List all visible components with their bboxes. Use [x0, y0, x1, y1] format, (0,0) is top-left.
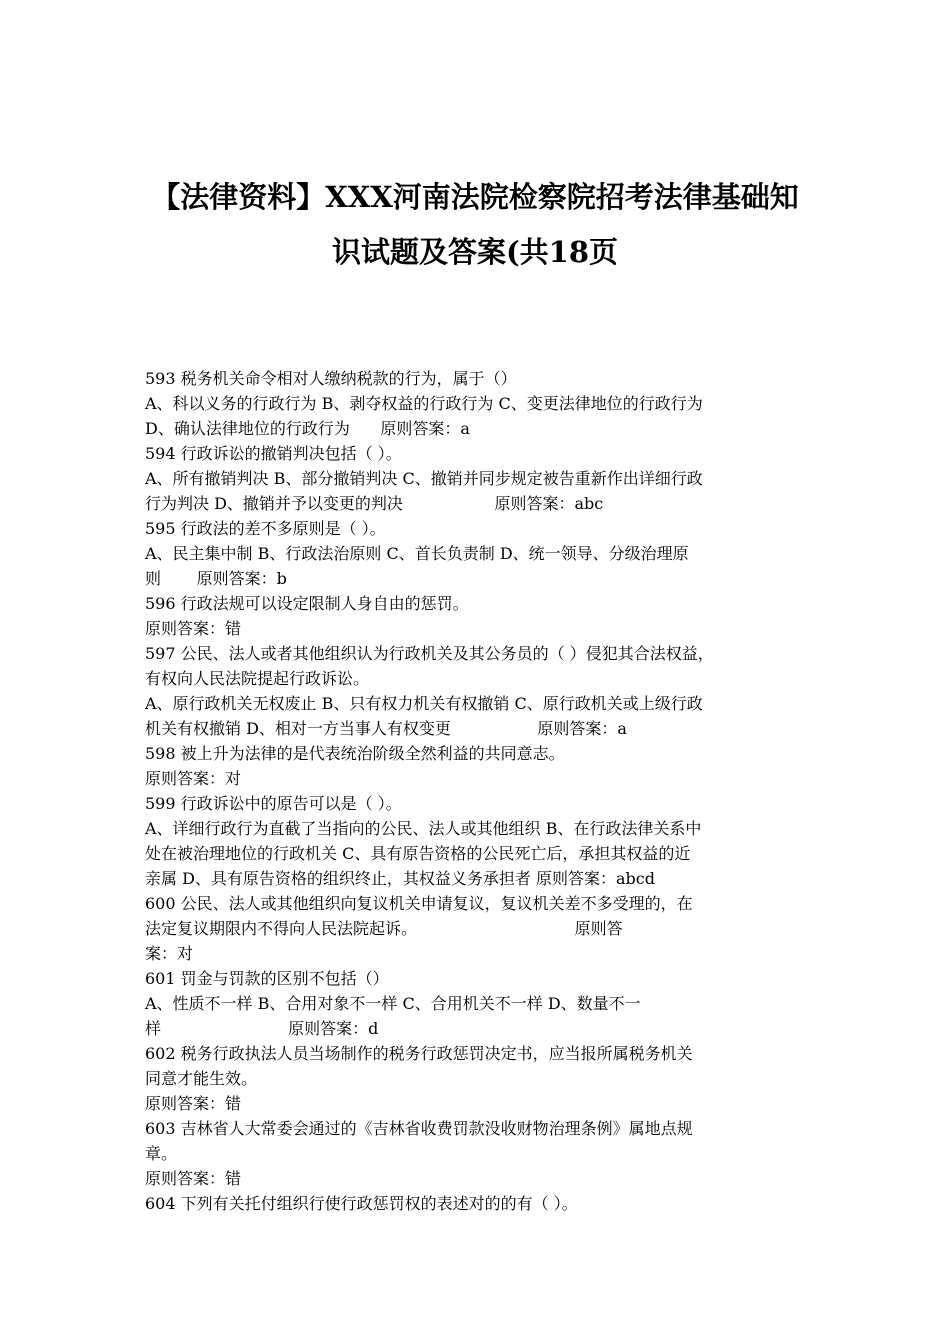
- text-line: 603 吉林省人大常委会通过的《吉林省收费罚款没收财物治理条例》属地点规: [145, 1119, 693, 1138]
- text-line: 行为判决 D、撤销并予以变更的判决 原则答案：abc: [145, 494, 604, 513]
- text-line: 样 原则答案：d: [145, 1019, 379, 1038]
- text-line: 596 行政法规可以设定限制人身自由的惩罚。: [145, 594, 469, 613]
- text-line: 602 税务行政执法人员当场制作的税务行政惩罚决定书，应当报所属税务机关: [145, 1044, 693, 1063]
- text-line: 法定复议期限内不得向人民法院起诉。 原则答: [145, 919, 623, 938]
- title-line: 【法律资料】XXX河南法院检察院招考法律基础知: [151, 180, 799, 214]
- text-line: 亲属 D、具有原告资格的组织终止，其权益义务承担者 原则答案：abcd: [145, 869, 655, 888]
- text-line: 599 行政诉讼中的原告可以是（ ）。: [145, 794, 402, 813]
- text-line: A、详细行政行为直截了当指向的公民、法人或其他组织 B、在行政法律关系中: [145, 819, 702, 838]
- text-line: 594 行政诉讼的撤销判决包括（ ）。: [145, 444, 402, 463]
- title-line: 识试题及答案(共18页: [331, 235, 619, 269]
- text-line: 原则答案：对: [145, 769, 242, 788]
- text-line: 597 公民、法人或者其他组织认为行政机关及其公务员的（ ）侵犯其合法权益，: [145, 644, 714, 663]
- text-line: A、原行政机关无权废止 B、只有权力机关有权撤销 C、原行政机关或上级行政: [145, 694, 703, 713]
- text-line: 600 公民、法人或其他组织向复议机关申请复议，复议机关差不多受理的，在: [145, 894, 693, 913]
- text-line: 595 行政法的差不多原则是（ ）。: [145, 519, 386, 538]
- text-line: 593 税务机关命令相对人缴纳税款的行为，属于（）: [145, 369, 517, 388]
- text-line: 原则答案：错: [145, 1094, 242, 1113]
- text-line: 处在被治理地位的行政机关 C、具有原告资格的公民死亡后，承担其权益的近: [145, 844, 691, 863]
- document-title: [120, 170, 830, 280]
- text-line: 同意才能生效。: [145, 1069, 258, 1088]
- document-body: [145, 366, 825, 1216]
- text-line: 则 原则答案：b: [145, 569, 287, 588]
- text-line: 原则答案：错: [145, 1169, 242, 1188]
- text-line: D、确认法律地位的行政行为 原则答案：a: [145, 419, 470, 438]
- text-line: 案：对: [145, 944, 194, 963]
- text-line: 601 罚金与罚款的区别不包括（）: [145, 969, 389, 988]
- text-line: A、性质不一样 B、合用对象不一样 C、合用机关不一样 D、数量不一: [145, 994, 641, 1013]
- text-line: 机关有权撤销 D、相对一方当事人有权变更 原则答案：a: [145, 719, 627, 738]
- text-line: 604 下列有关托付组织行使行政惩罚权的表述对的的有（ ）。: [145, 1194, 578, 1213]
- text-line: A、科以义务的行政行为 B、剥夺权益的行政行为 C、变更法律地位的行政行为: [145, 394, 703, 413]
- text-line: 章。: [145, 1144, 178, 1163]
- text-line: A、民主集中制 B、行政法治原则 C、首长负责制 D、统一领导、分级治理原: [145, 544, 689, 563]
- text-line: 598 被上升为法律的是代表统治阶级全然利益的共同意志。: [145, 744, 565, 763]
- text-line: 原则答案：错: [145, 619, 242, 638]
- text-line: 有权向人民法院提起行政诉讼。: [145, 669, 370, 688]
- text-line: A、所有撤销判决 B、部分撤销判决 C、撤销并同步规定被告重新作出详细行政: [145, 469, 703, 488]
